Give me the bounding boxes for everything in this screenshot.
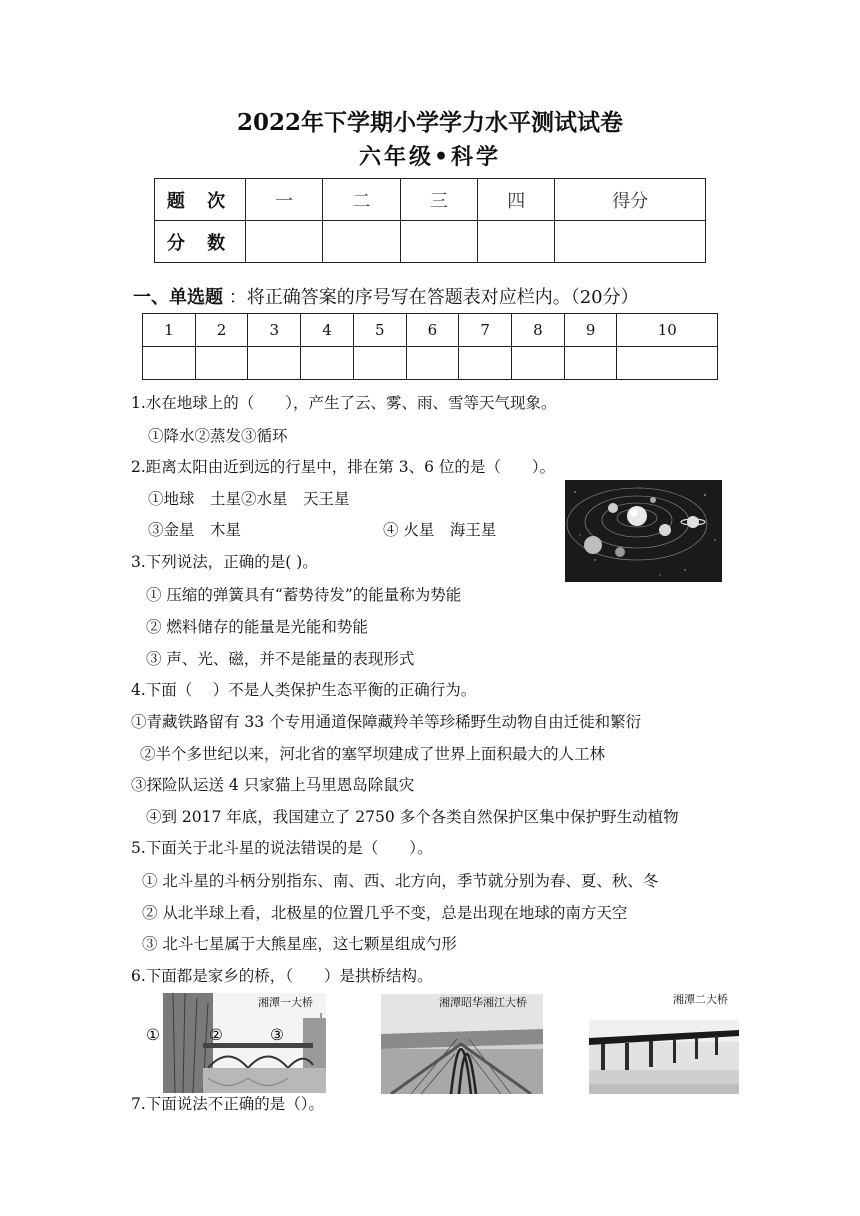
- question-3-option-2: ② 燃料储存的能量是光能和势能: [146, 618, 368, 636]
- row-header: 题 次: [155, 179, 246, 221]
- answer-cell[interactable]: [248, 347, 301, 380]
- question-2-option-c: ③金星 木星: [148, 521, 242, 539]
- answer-cell[interactable]: [459, 347, 512, 380]
- bridge-mark-2: ②: [209, 1026, 223, 1044]
- answer-number: 2: [195, 314, 248, 347]
- answer-cell[interactable]: [617, 347, 718, 380]
- question-3-option-3: ③ 声、光、磁，并不是能量的表现形式: [146, 650, 415, 668]
- question-4-option-4: ④到 2017 年底，我国建立了 2750 多个各类自然保护区集中保护野生动植物: [146, 808, 679, 826]
- bridge-mark-1: ①: [146, 1026, 160, 1044]
- score-cell[interactable]: [246, 221, 323, 263]
- section-heading: [133, 283, 639, 309]
- answer-number: 5: [353, 314, 406, 347]
- column-header: 四: [478, 179, 555, 221]
- score-table: [154, 178, 706, 263]
- question-1-options: ①降水②蒸发③循环: [148, 427, 288, 445]
- question-4-option-1: ①青藏铁路留有 33 个专用通道保障藏羚羊等珍稀野生动物自由迁徙和繁衍: [131, 713, 642, 731]
- answer-cell[interactable]: [406, 347, 459, 380]
- answer-cell[interactable]: [195, 347, 248, 380]
- answer-number: 10: [617, 314, 718, 347]
- answer-cell[interactable]: [564, 347, 617, 380]
- question-3-stem: 3.下列说法，正确的是( )。: [131, 553, 318, 571]
- answer-number: 6: [406, 314, 459, 347]
- answer-number: 1: [143, 314, 196, 347]
- section-title: 一、单选题: [133, 287, 223, 308]
- answer-cell[interactable]: [353, 347, 406, 380]
- bridge-photo-3: [589, 1020, 739, 1094]
- answer-number: 7: [459, 314, 512, 347]
- row-header: 分 数: [155, 221, 246, 263]
- question-5-option-3: ③ 北斗七星属于大熊星座，这七颗星组成勺形: [142, 935, 457, 953]
- answer-blank-row: [143, 347, 718, 380]
- score-table-row: [155, 221, 706, 263]
- question-4-stem: 4.下面（ ）不是人类保护生态平衡的正确行为。: [131, 681, 477, 699]
- question-2-option-d: ④ 火星 海王星: [383, 521, 497, 539]
- answer-number: 9: [564, 314, 617, 347]
- question-2-option-ab: ①地球 土星②水星 天王星: [148, 490, 350, 508]
- column-header: 三: [400, 179, 477, 221]
- bridge-caption-1: 湘潭一大桥: [258, 996, 313, 1009]
- exam-title: 2022年下学期小学学力水平测试试卷: [236, 109, 623, 136]
- question-4-option-3: ③探险队运送 4 只家猫上马里恩岛除鼠灾: [131, 776, 415, 794]
- bridge-caption-3: 湘潭二大桥: [673, 993, 728, 1006]
- question-5-stem: 5.下面关于北斗星的说法错误的是（ ）。: [131, 839, 433, 857]
- question-2-stem: 2.距离太阳由近到远的行星中，排在第 3、6 位的是（ ）。: [131, 458, 556, 476]
- question-5-option-1: ① 北斗星的斗柄分别指东、南、西、北方向，季节就分别为春、夏、秋、冬: [142, 872, 659, 890]
- score-cell[interactable]: [323, 221, 400, 263]
- score-cell[interactable]: [400, 221, 477, 263]
- exam-subtitle: 六年级•科学: [358, 144, 502, 170]
- bridge-caption-2: 湘潭昭华湘江大桥: [439, 996, 527, 1009]
- question-4-option-2: ②半个多世纪以来，河北省的塞罕坝建成了世界上面积最大的人工林: [140, 745, 606, 763]
- question-7-stem: 7.下面说法不正确的是（）。: [131, 1095, 325, 1113]
- score-cell[interactable]: [555, 221, 706, 263]
- question-5-option-2: ② 从北半球上看，北极星的位置几乎不变，总是出现在地球的南方天空: [142, 904, 628, 922]
- score-table-row: [155, 179, 706, 221]
- answer-number-row: [143, 314, 718, 347]
- solar-system-image: [565, 480, 722, 582]
- score-cell[interactable]: [478, 221, 555, 263]
- question-3-option-1: ① 压缩的弹簧具有“蓄势待发”的能量称为势能: [146, 586, 462, 604]
- answer-number: 8: [512, 314, 565, 347]
- question-6-stem: 6.下面都是家乡的桥，（ ）是拱桥结构。: [131, 967, 433, 985]
- bridge-mark-3: ③: [270, 1026, 284, 1044]
- answer-cell[interactable]: [143, 347, 196, 380]
- column-header: 得分: [555, 179, 706, 221]
- answer-cell[interactable]: [512, 347, 565, 380]
- answer-cell[interactable]: [301, 347, 354, 380]
- column-header: 一: [246, 179, 323, 221]
- answer-number: 4: [301, 314, 354, 347]
- column-header: 二: [323, 179, 400, 221]
- question-1-stem: 1.水在地球上的（ ），产生了云、雾、雨、雪等天气现象。: [131, 394, 557, 412]
- answer-number: 3: [248, 314, 301, 347]
- section-instruction: ：将正确答案的序号写在答题表对应栏内。（20分）: [228, 287, 639, 308]
- answer-table: [142, 313, 718, 380]
